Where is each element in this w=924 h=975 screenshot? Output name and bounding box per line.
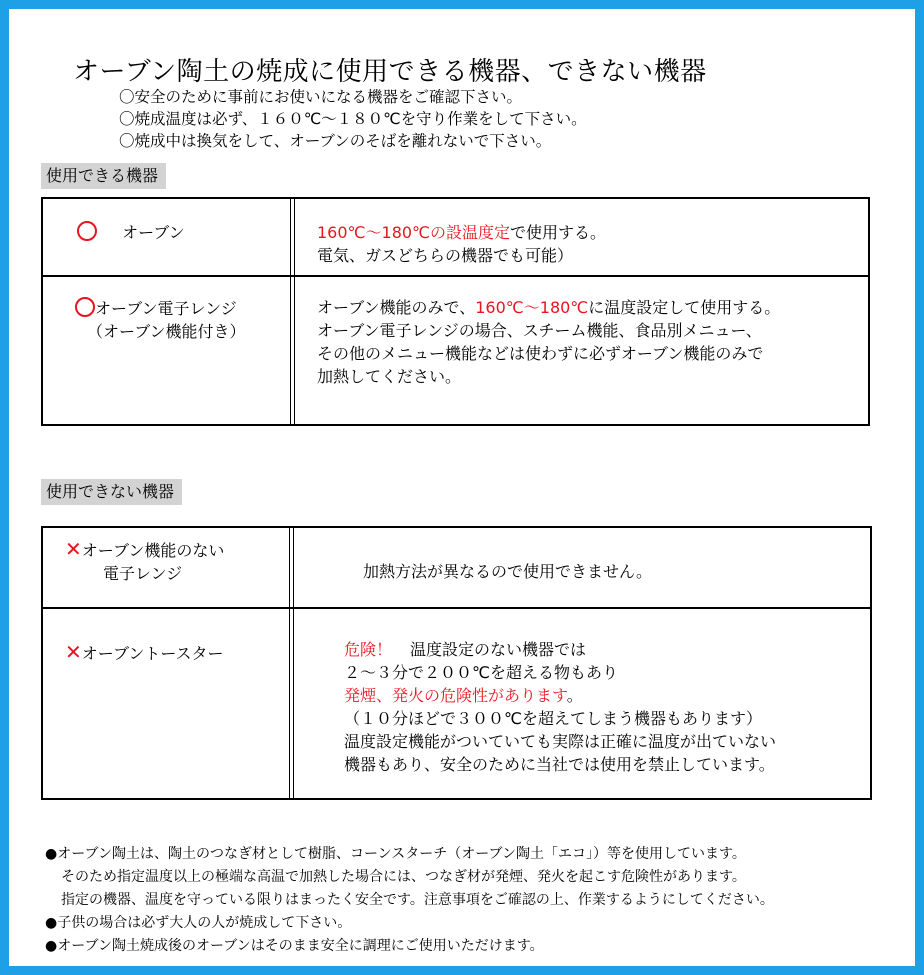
usable-table: [41, 197, 870, 426]
unusable-section-label: 使用できない機器: [41, 479, 182, 505]
ok-circle-icon: [77, 221, 97, 241]
footer-note: ●子供の場合は必ず大人の人が焼成して下さい。: [45, 915, 352, 931]
desc-text: に温度設定して使用する。: [588, 298, 781, 317]
device-subname: （オーブン機能付き）: [87, 322, 246, 341]
desc-text: （１０分ほどで３００℃を超えてしまう機器もあります）: [344, 709, 762, 728]
desc-text: その他のメニュー機能などは使わずに必ずオーブン機能のみで: [317, 344, 764, 363]
desc-text: オーブン機能のみで、: [317, 298, 476, 317]
usable-section-label: 使用できる機器: [41, 163, 166, 189]
desc-text: 。: [566, 686, 583, 705]
row-divider: [43, 275, 868, 277]
desc-text: オーブン電子レンジの場合、スチーム機能、食品別メニュー、: [317, 321, 762, 340]
ng-cross-icon: ✕: [65, 640, 82, 664]
footer-note: 指定の機器、温度を守っている限りはまったく安全です。注意事項をご確認の上、作業するようにしてください。: [61, 892, 774, 908]
device-subname: 電子レンジ: [103, 564, 183, 583]
desc-text: 機器もあり、安全のために当社では使用を禁止しています。: [344, 755, 775, 774]
desc-text: ２～３分で２００℃を超える物もあり: [344, 663, 618, 682]
note-line: 〇焼成温度は必ず、１６０℃～１８０℃を守り作業をして下さい。: [119, 110, 587, 128]
ok-circle-icon: [75, 297, 95, 317]
footer-note: ●オーブン陶土は、陶土のつなぎ材として樹脂、コーンスターチ（オーブン陶土「エコ」）等を使用しています。: [45, 846, 746, 862]
usable-row-oven-desc: [317, 221, 606, 267]
ng-cross-icon: ✕: [65, 537, 82, 561]
page-title: オーブン陶土の焼成に使用できる機器、できない機器: [73, 57, 707, 87]
temperature-highlight: 160℃～180℃: [475, 298, 589, 317]
device-name: オーブン: [122, 223, 185, 242]
usable-row-oven-name: [77, 221, 185, 244]
footer-note: そのため指定温度以上の極端な高温で加熱した場合には、つなぎ材が発煙、発火を起こす危険性があります。: [61, 869, 746, 885]
unusable-row-toaster-desc: [344, 638, 776, 776]
desc-text: 電気、ガスどちらの機器でも可能）: [317, 246, 574, 265]
desc-text: で使用する。: [510, 223, 607, 242]
column-divider: [290, 199, 295, 424]
desc-text: 温度設定のない機器では: [410, 640, 587, 659]
column-divider: [289, 528, 294, 798]
note-line: 〇安全のために事前にお使いになる機器をご確認下さい。: [119, 88, 523, 106]
danger-label: 危険！: [344, 640, 393, 659]
usable-row-microwave-name: [75, 297, 246, 343]
note-line: 〇焼成中は換気をして、オーブンのそばを離れないで下さい。: [119, 132, 552, 150]
unusable-row-microwave-desc: 加熱方法が異なるので使用できません。: [363, 562, 652, 581]
row-divider: [43, 607, 870, 609]
unusable-row-microwave-name: [65, 538, 224, 585]
unusable-table: [41, 526, 872, 800]
device-name: オーブン機能のない: [81, 541, 225, 560]
desc-text: 加熱してください。: [317, 367, 462, 386]
device-name: オーブントースター: [81, 644, 224, 663]
danger-warning: 発煙、発火の危険性があります: [344, 686, 567, 705]
desc-text: 温度設定機能がついていても実際は正確に温度が出ていない: [344, 732, 777, 751]
device-name: オーブン電子レンジ: [95, 299, 237, 318]
footer-note: ●オーブン陶土焼成後のオーブンはそのまま安全に調理にご使用いただけます。: [45, 938, 544, 954]
temperature-highlight: 160℃～180℃の設温度定: [317, 223, 511, 242]
usable-row-microwave-desc: [317, 296, 780, 388]
unusable-row-toaster-name: [65, 641, 224, 665]
